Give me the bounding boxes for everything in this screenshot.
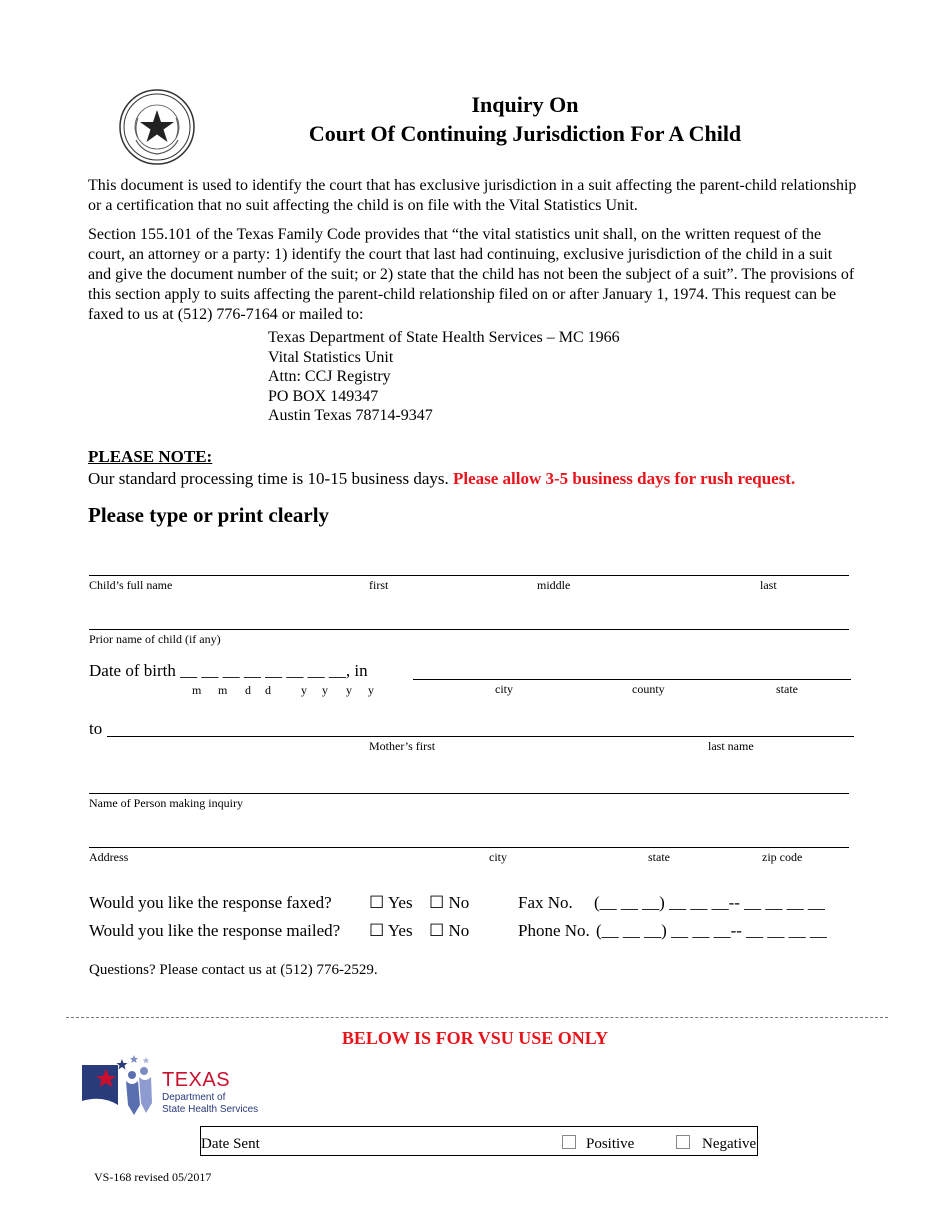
intro-paragraph-2: Section 155.101 of the Texas Family Code provides that “the vital statistics unit shall, on the written request of the court, an attorney or a party: 1) identify the court that last had continuing, exclusive jurisdiction of the child in a suit and give the document number of the suit; or 2) state that the child has not been the subject of a suit”. The provisions of this section apply to suits affecting the parent-child relationship filed on or after January 1, 1974. This request can be faxed to us at (512) 776-7164 or mailed to: — [88, 226, 855, 323]
address-field[interactable] — [89, 847, 849, 848]
mothers-last-name-label: last name — [708, 739, 754, 753]
fax-number-label: Fax No. — [518, 893, 573, 912]
phone-number-label: Phone No. — [518, 921, 590, 940]
standard-processing-text: Our standard processing time is 10-15 business days. — [88, 469, 449, 488]
dshs-logo-line-2: State Health Services — [162, 1104, 259, 1115]
questions-contact: Questions? Please contact us at (512) 776-2529. — [89, 962, 378, 978]
dob-month-2-label: m — [218, 683, 228, 697]
positive-checkbox[interactable] — [562, 1135, 576, 1149]
birth-city-label: city — [495, 682, 513, 696]
positive-label: Positive — [586, 1136, 635, 1152]
please-note-heading: PLEASE NOTE: — [88, 447, 213, 466]
mailing-address-line-4: PO BOX 149347 — [268, 388, 379, 405]
date-sent-label: Date Sent — [201, 1136, 260, 1152]
vsu-use-only-heading: BELOW IS FOR VSU USE ONLY — [341, 1028, 609, 1048]
dshs-logo-title: TEXAS — [162, 1069, 231, 1091]
intro-paragraph-1: This document is used to identify the court that has exclusive jurisdiction in a suit affecting the parent-child relationship or a certification that no suit affecting the child is on file with the Vital Statistics Unit. — [88, 177, 857, 214]
dob-year-2-label: y — [322, 683, 328, 697]
form-title-line-2: Court Of Continuing Jurisdiction For A Child — [308, 121, 742, 146]
fax-number-field[interactable]: (__ __ __) __ __ __-- __ __ __ __ — [594, 893, 825, 912]
mailing-address-line-2: Vital Statistics Unit — [268, 349, 394, 366]
zip-code-label: zip code — [762, 850, 803, 864]
vsu-use-box — [200, 1126, 758, 1156]
faxed-no-checkbox[interactable]: ☐ No — [429, 893, 470, 912]
birth-county-label: county — [632, 682, 665, 696]
dshs-logo-line-1: Department of — [162, 1092, 226, 1103]
birth-place-field[interactable] — [413, 679, 851, 680]
dob-year-3-label: y — [346, 683, 352, 697]
form-title-line-1: Inquiry On — [471, 92, 579, 117]
mailed-no-checkbox[interactable]: ☐ No — [429, 921, 470, 940]
phone-number-field[interactable]: (__ __ __) __ __ __-- __ __ __ __ — [596, 921, 827, 940]
cut-line-divider — [66, 1017, 888, 1018]
processing-time-note — [88, 469, 795, 489]
mother-name-field[interactable] — [107, 736, 854, 737]
mailed-question: Would you like the response mailed? — [89, 921, 341, 940]
faxed-question: Would you like the response faxed? — [89, 893, 332, 912]
prior-name-field[interactable] — [89, 629, 849, 630]
birth-state-label: state — [776, 682, 798, 696]
mailing-address-line-5: Austin Texas 78714-9347 — [268, 407, 433, 424]
address-label: Address — [89, 850, 129, 864]
form-revision: VS-168 revised 05/2017 — [94, 1170, 212, 1184]
inquirer-name-field[interactable] — [89, 793, 849, 794]
dob-year-4-label: y — [368, 683, 374, 697]
dob-day-1-label: d — [245, 683, 251, 697]
rush-request-text: Please allow 3-5 business days for rush request. — [452, 469, 796, 488]
negative-label: Negative — [702, 1136, 757, 1152]
last-name-label: last — [760, 578, 777, 592]
texas-state-seal-icon — [118, 88, 196, 166]
dob-year-1-label: y — [301, 683, 307, 697]
first-name-label: first — [369, 578, 389, 592]
child-full-name-field[interactable] — [89, 575, 849, 576]
mailing-address-line-1: Texas Department of State Health Services – MC 1966 — [268, 329, 620, 346]
date-of-birth-label: Date of birth __ __ __ __ __ __ __ __, in — [89, 661, 368, 680]
inquirer-name-label: Name of Person making inquiry — [89, 796, 243, 810]
mailing-address-line-3: Attn: CCJ Registry — [268, 368, 391, 385]
middle-name-label: middle — [537, 578, 571, 592]
mother-to-label: to — [89, 719, 103, 738]
prior-name-label: Prior name of child (if any) — [89, 632, 221, 646]
dob-month-1-label: m — [192, 683, 202, 697]
print-clearly-instruction: Please type or print clearly — [88, 503, 330, 527]
negative-checkbox[interactable] — [676, 1135, 690, 1149]
child-full-name-label: Child’s full name — [89, 578, 173, 592]
mothers-first-label: Mother’s first — [369, 739, 436, 753]
address-city-label: city — [489, 850, 507, 864]
address-state-label: state — [648, 850, 670, 864]
mailed-yes-checkbox[interactable]: ☐ Yes — [369, 921, 413, 940]
dob-day-2-label: d — [265, 683, 271, 697]
faxed-yes-checkbox[interactable]: ☐ Yes — [369, 893, 413, 912]
